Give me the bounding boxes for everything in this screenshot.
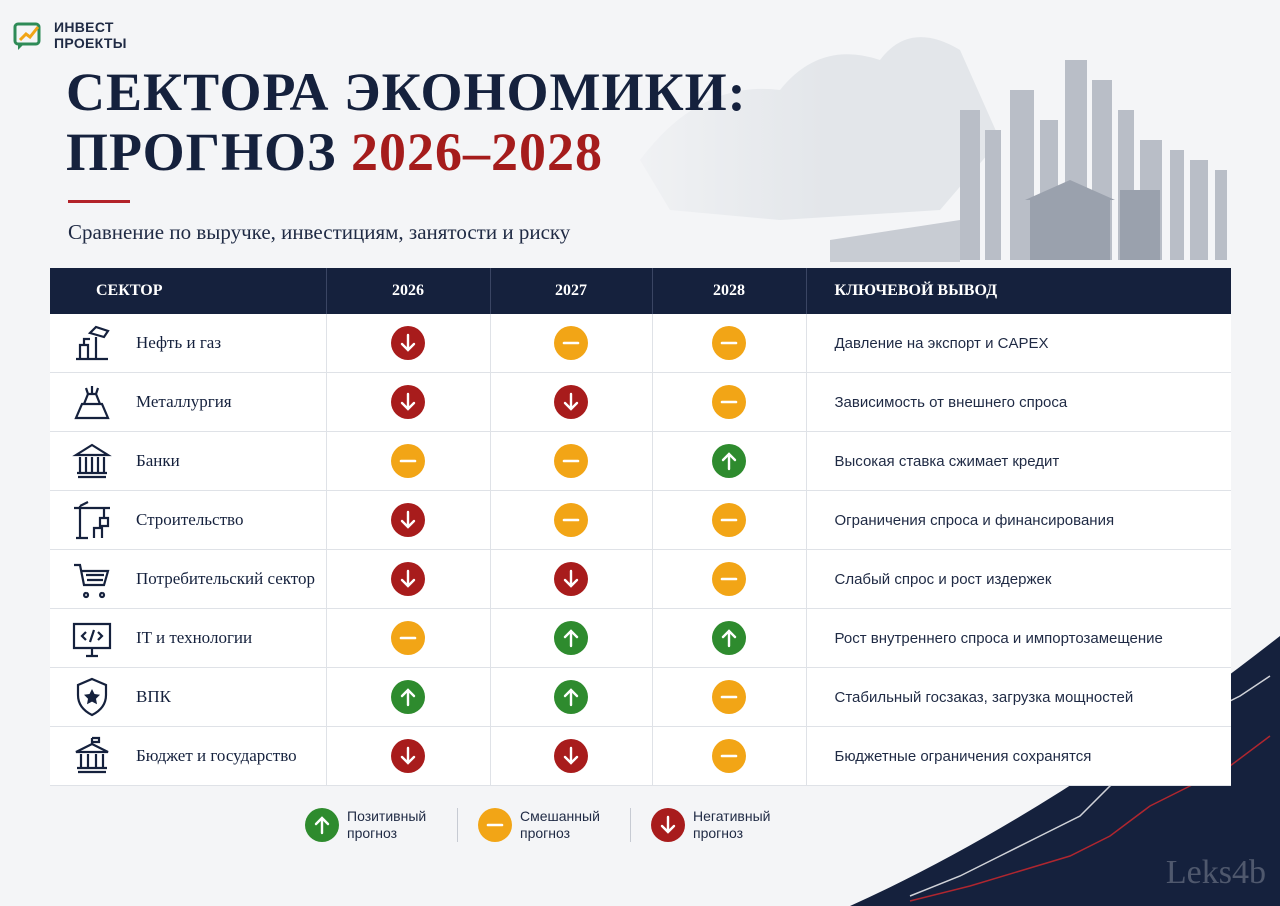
table-row	[50, 668, 1231, 727]
metallurgy-icon	[70, 380, 114, 424]
arrow-up-icon	[554, 621, 588, 655]
forecast-cell-2027	[490, 609, 652, 668]
monitor-code-icon	[70, 616, 114, 660]
forecast-cell-2028	[652, 668, 806, 727]
sector-cell	[50, 609, 326, 668]
conclusion-cell: Слабый спрос и рост издержек	[806, 550, 1231, 609]
title-line-1: СЕКТОРА ЭКОНОМИКИ:	[66, 62, 747, 122]
legend-positive	[285, 808, 457, 842]
title-prefix: ПРОГНОЗ	[66, 122, 352, 182]
crane-icon	[70, 498, 114, 542]
minus-icon	[712, 385, 746, 419]
header-sector: СЕКТОР	[50, 268, 326, 314]
brand-line-1: ИНВЕСТ	[54, 19, 114, 35]
legend-mixed	[458, 808, 630, 842]
conclusion-cell: Бюджетные ограничения сохранятся	[806, 727, 1231, 786]
conclusion-cell: Зависимость от внешнего спроса	[806, 373, 1231, 432]
forecast-cell-2028	[652, 432, 806, 491]
table-row	[50, 550, 1231, 609]
arrow-down-icon	[651, 808, 685, 842]
minus-icon	[554, 444, 588, 478]
sector-name: ВПК	[136, 687, 171, 706]
bank-icon	[70, 439, 114, 483]
forecast-cell-2027	[490, 668, 652, 727]
forecast-cell-2027	[490, 727, 652, 786]
forecast-cell-2026	[326, 609, 490, 668]
government-building-icon	[70, 734, 114, 778]
table-header-row	[50, 268, 1231, 314]
header-conclusion: КЛЮЧЕВОЙ ВЫВОД	[806, 268, 1231, 314]
sector-cell	[50, 373, 326, 432]
sector-name: Нефть и газ	[136, 333, 222, 352]
table-row	[50, 491, 1231, 550]
forecast-cell-2028	[652, 491, 806, 550]
sector-cell	[50, 432, 326, 491]
minus-icon	[712, 326, 746, 360]
legend	[285, 808, 803, 842]
forecast-cell-2026	[326, 491, 490, 550]
forecast-cell-2026	[326, 668, 490, 727]
title-years: 2026–2028	[351, 122, 604, 182]
forecast-cell-2026	[326, 727, 490, 786]
forecast-cell-2027	[490, 373, 652, 432]
sector-forecast-table	[50, 268, 1231, 786]
table-row	[50, 373, 1231, 432]
brand-logo	[12, 18, 127, 52]
sector-cell	[50, 314, 326, 373]
forecast-cell-2027	[490, 432, 652, 491]
forecast-cell-2027	[490, 550, 652, 609]
page-subtitle: Сравнение по выручке, инвестициям, занятости и риску	[68, 220, 571, 244]
table-row	[50, 314, 1231, 373]
legend-negative-label: Негативный прогноз	[693, 808, 771, 841]
minus-icon	[391, 444, 425, 478]
conclusion-cell: Давление на экспорт и CAPEX	[806, 314, 1231, 373]
arrow-up-icon	[712, 621, 746, 655]
sector-cell	[50, 668, 326, 727]
forecast-cell-2028	[652, 373, 806, 432]
arrow-down-icon	[554, 739, 588, 773]
minus-icon	[712, 503, 746, 537]
header-2026: 2026	[326, 268, 490, 314]
legend-negative	[631, 808, 803, 842]
minus-icon	[478, 808, 512, 842]
forecast-cell-2026	[326, 314, 490, 373]
minus-icon	[391, 621, 425, 655]
sector-cell	[50, 550, 326, 609]
forecast-cell-2028	[652, 727, 806, 786]
arrow-down-icon	[391, 562, 425, 596]
minus-icon	[712, 680, 746, 714]
header-2027: 2027	[490, 268, 652, 314]
sector-name: IT и технологии	[136, 628, 253, 647]
conclusion-cell: Рост внутреннего спроса и импортозамещение	[806, 609, 1231, 668]
shopping-cart-icon	[70, 557, 114, 601]
table-row	[50, 432, 1231, 491]
arrow-down-icon	[391, 385, 425, 419]
forecast-cell-2028	[652, 550, 806, 609]
conclusion-cell: Стабильный госзаказ, загрузка мощностей	[806, 668, 1231, 727]
chat-chart-icon	[12, 18, 46, 52]
brand-name	[54, 19, 127, 51]
sector-name: Металлургия	[136, 392, 232, 411]
minus-icon	[712, 739, 746, 773]
table-row	[50, 609, 1231, 668]
forecast-cell-2026	[326, 373, 490, 432]
title-divider	[68, 200, 130, 203]
forecast-cell-2027	[490, 491, 652, 550]
conclusion-cell: Высокая ставка сжимает кредит	[806, 432, 1231, 491]
sector-cell	[50, 727, 326, 786]
forecast-cell-2027	[490, 314, 652, 373]
forecast-cell-2026	[326, 550, 490, 609]
arrow-down-icon	[554, 562, 588, 596]
arrow-up-icon	[305, 808, 339, 842]
sector-cell	[50, 491, 326, 550]
shield-star-icon	[70, 675, 114, 719]
minus-icon	[554, 326, 588, 360]
arrow-down-icon	[554, 385, 588, 419]
forecast-cell-2028	[652, 609, 806, 668]
sector-name: Потребительский сектор	[136, 569, 315, 588]
sector-name: Строительство	[136, 510, 244, 529]
watermark: Leks4b	[1165, 854, 1266, 891]
title-line-2	[66, 122, 747, 182]
brand-line-2: ПРОЕКТЫ	[54, 35, 127, 51]
sector-name: Бюджет и государство	[136, 746, 297, 765]
minus-icon	[712, 562, 746, 596]
minus-icon	[554, 503, 588, 537]
arrow-down-icon	[391, 326, 425, 360]
table-row	[50, 727, 1231, 786]
sector-name: Банки	[136, 451, 180, 470]
arrow-up-icon	[712, 444, 746, 478]
page-title	[66, 62, 747, 182]
legend-positive-label: Позитивный прогноз	[347, 808, 427, 841]
legend-mixed-label: Смешанный прогноз	[520, 808, 600, 841]
conclusion-cell: Ограничения спроса и финансирования	[806, 491, 1231, 550]
forecast-cell-2028	[652, 314, 806, 373]
arrow-up-icon	[391, 680, 425, 714]
header-2028: 2028	[652, 268, 806, 314]
oil-pump-icon	[70, 321, 114, 365]
arrow-up-icon	[554, 680, 588, 714]
arrow-down-icon	[391, 503, 425, 537]
arrow-down-icon	[391, 739, 425, 773]
forecast-cell-2026	[326, 432, 490, 491]
